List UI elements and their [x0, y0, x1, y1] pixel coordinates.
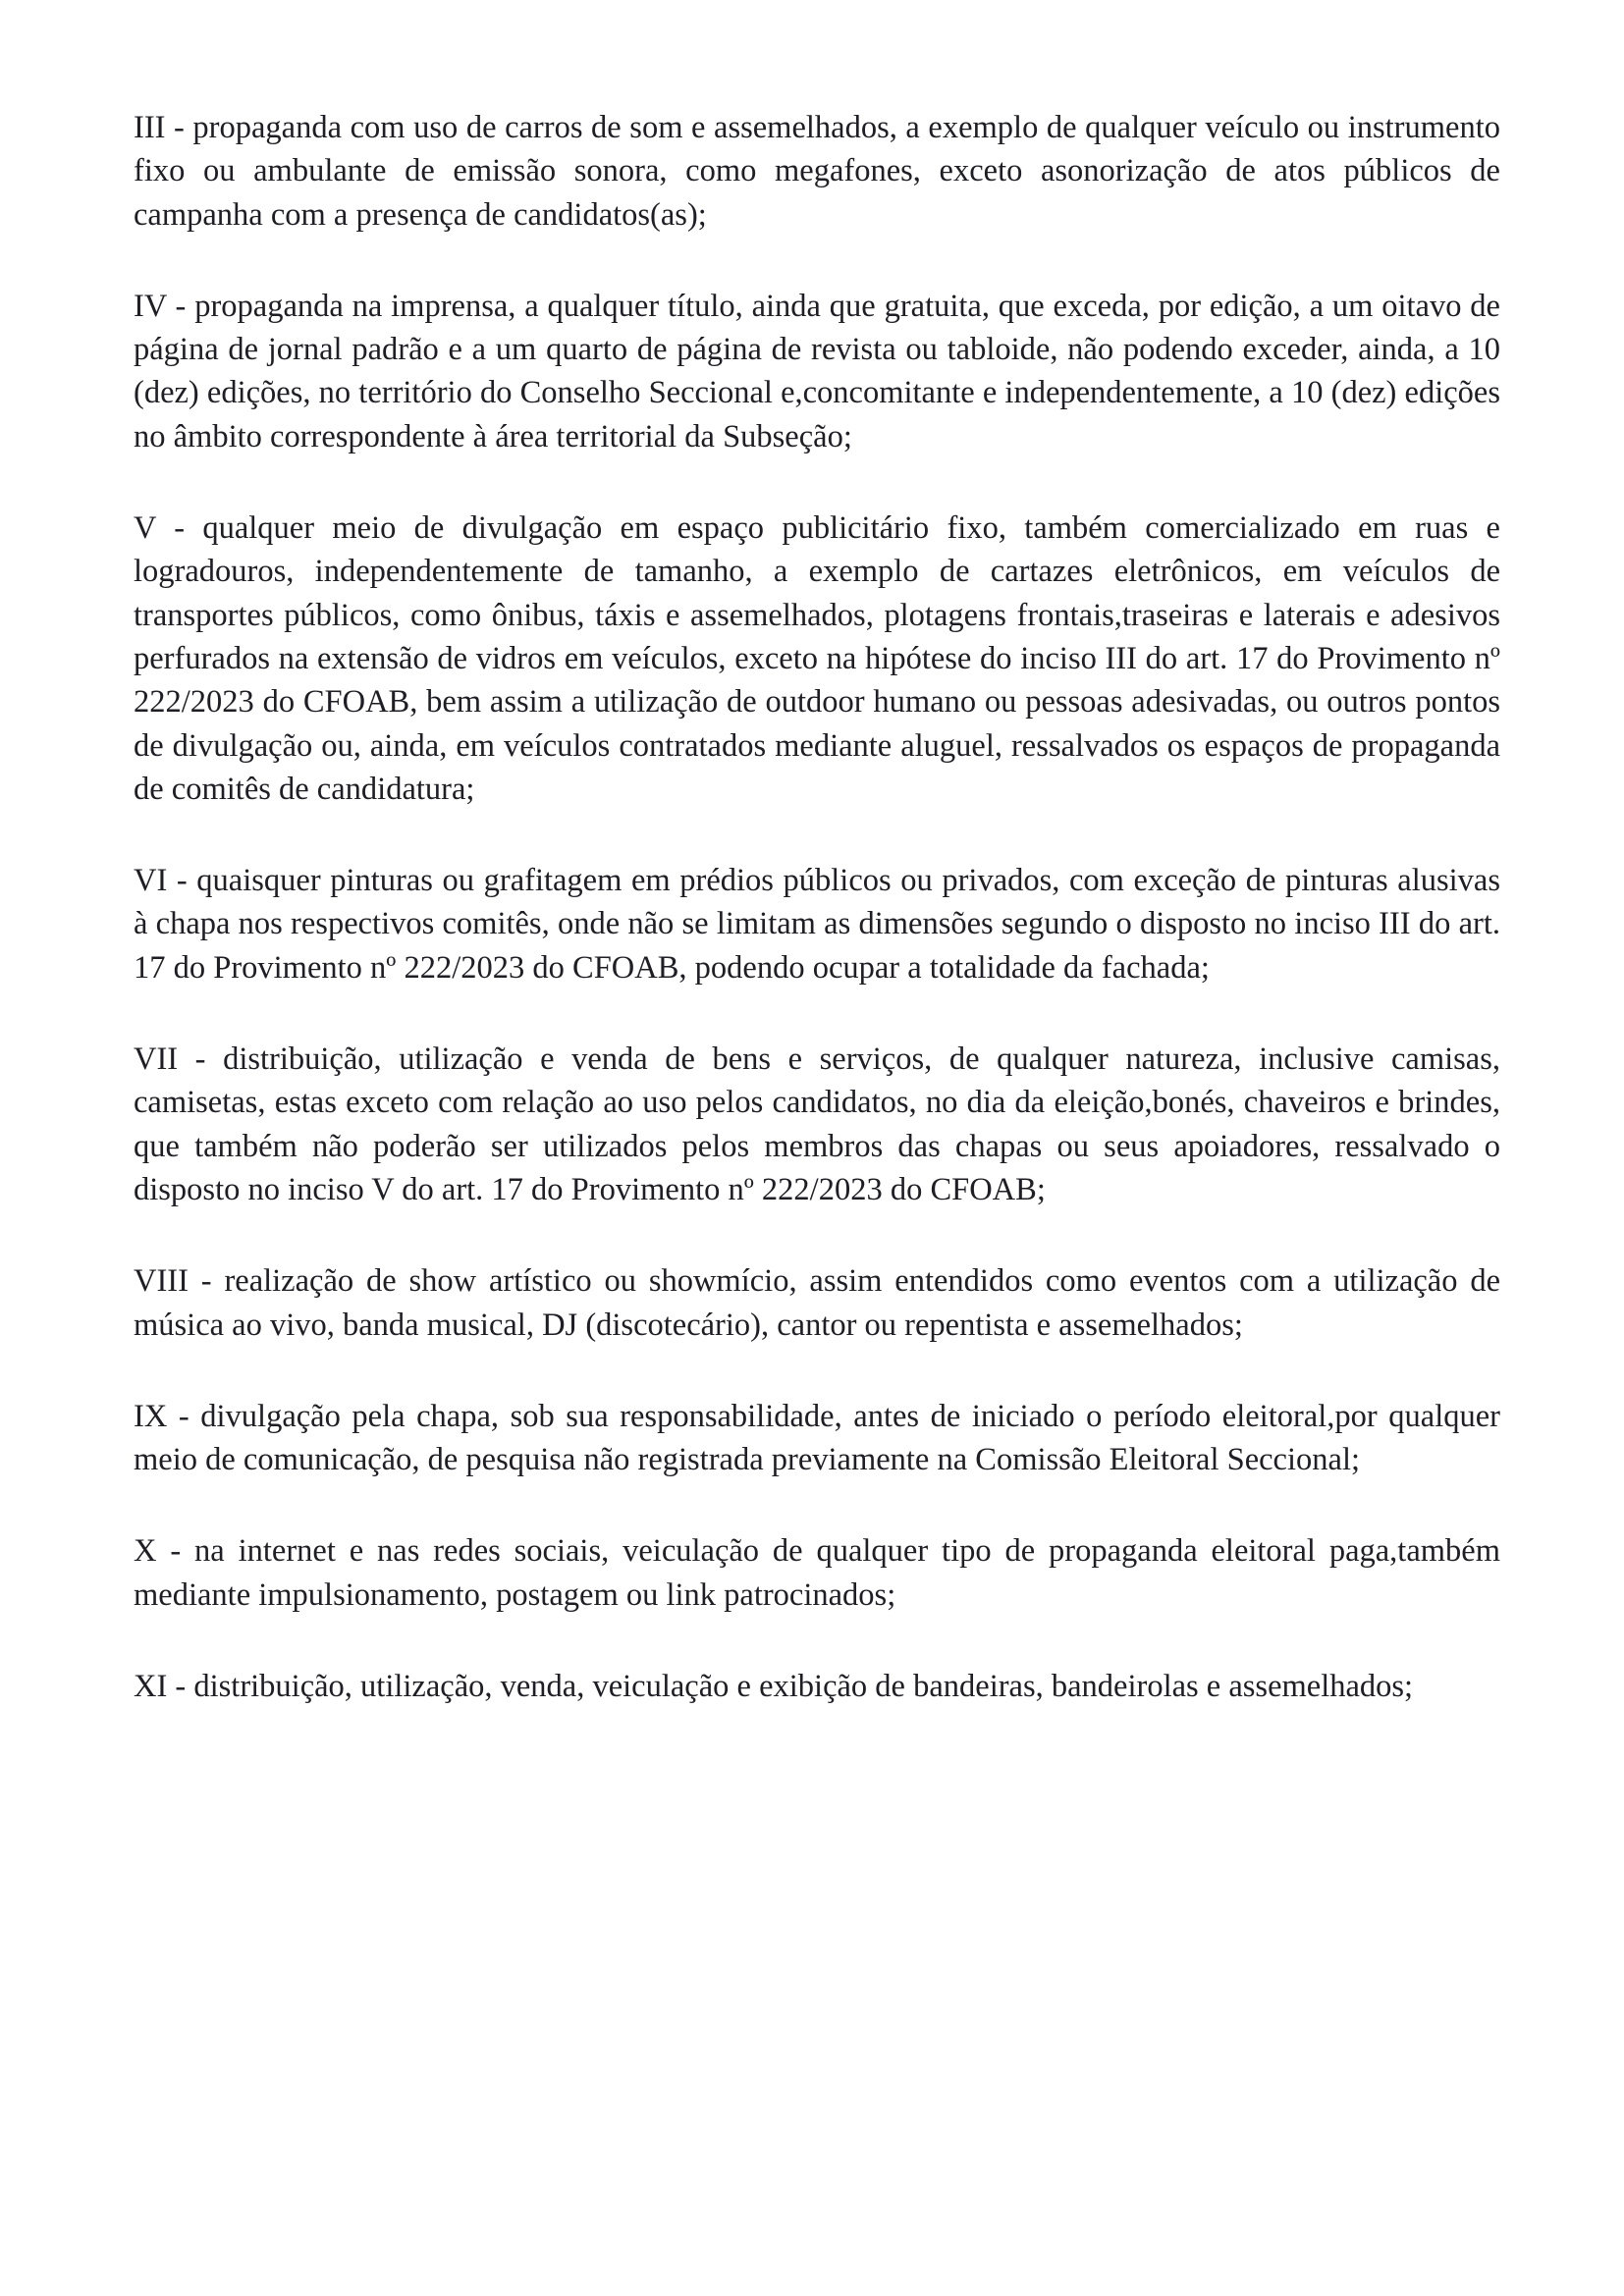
paragraph-inciso-viii: VIII - realização de show artístico ou showmício, assim entendidos como eventos com a utilização de música ao vivo, banda musical, DJ (discotecário), cantor ou repentista e assemelhados; — [134, 1263, 1500, 1343]
paragraph-inciso-vii: VII - distribuição, utilização e venda de bens e serviços, de qualquer natureza, inclusive camisas, camisetas, estas exceto com relação ao uso pelos candidatos, no dia da eleição,bonés, chaveiros e brindes, que também não poderão ser utilizados pelos membros das chapas ou seus apoiadores, ressalvado o disposto no inciso V do art. 17 do Provimento nº 222/2023 do CFOAB; — [134, 1041, 1500, 1207]
paragraph-inciso-xi: XI - distribuição, utilização, venda, veiculação e exibição de bandeiras, bandeirolas e assemelhados; — [134, 1669, 1414, 1705]
document-page — [134, 106, 1500, 1756]
paragraph-inciso-v: V - qualquer meio de divulgação em espaço publicitário fixo, também comercializado em ruas e logradouros, independentemente de tamanho, a exemplo de cartazes eletrônicos, em veículos de transportes públicos, como ônibus, táxis e assemelhados, plotagens frontais,traseiras e laterais e adesivos perfurados na extensão de vidros em veículos, exceto na hipótese do inciso III do art. 17 do Provimento nº 222/2023 do CFOAB, bem assim a utilização de outdoor humano ou pessoas adesivadas, ou outros pontos de divulgação ou, ainda, em veículos contratados mediante aluguel, ressalvados os espaços de propaganda de comitês de candidatura; — [134, 510, 1500, 807]
paragraph-inciso-iv: IV - propaganda na imprensa, a qualquer título, ainda que gratuita, que exceda, por edição, a um oitavo de página de jornal padrão e a um quarto de página de revista ou tabloide, não podendo exceder, ainda, a 10 (dez) edições, no território do Conselho Seccional e,concomitante e independentemente, a 10 (dez) edições no âmbito correspondente à área territorial da Subseção; — [134, 288, 1500, 454]
paragraph-inciso-iii: III - propaganda com uso de carros de som e assemelhados, a exemplo de qualquer veículo ou instrumento fixo ou ambulante de emissão sonora, como megafones, exceto asonorização de atos públicos de campanha com a presença de candidatos(as); — [134, 110, 1500, 233]
paragraph-inciso-x: X - na internet e nas redes sociais, veiculação de qualquer tipo de propaganda eleitoral paga,também mediante impulsionamento, postagem ou link patrocinados; — [134, 1533, 1500, 1613]
paragraph-inciso-ix: IX - divulgação pela chapa, sob sua responsabilidade, antes de iniciado o período eleitoral,por qualquer meio de comunicação, de pesquisa não registrada previamente na Comissão Eleitoral Seccional; — [134, 1398, 1500, 1478]
paragraph-inciso-vi: VI - quaisquer pinturas ou grafitagem em prédios públicos ou privados, com exceção de pinturas alusivas à chapa nos respectivos comitês, onde não se limitam as dimensões segundo o disposto no inciso III do art. 17 do Provimento nº 222/2023 do CFOAB, podendo ocupar a totalidade da fachada; — [134, 863, 1500, 986]
